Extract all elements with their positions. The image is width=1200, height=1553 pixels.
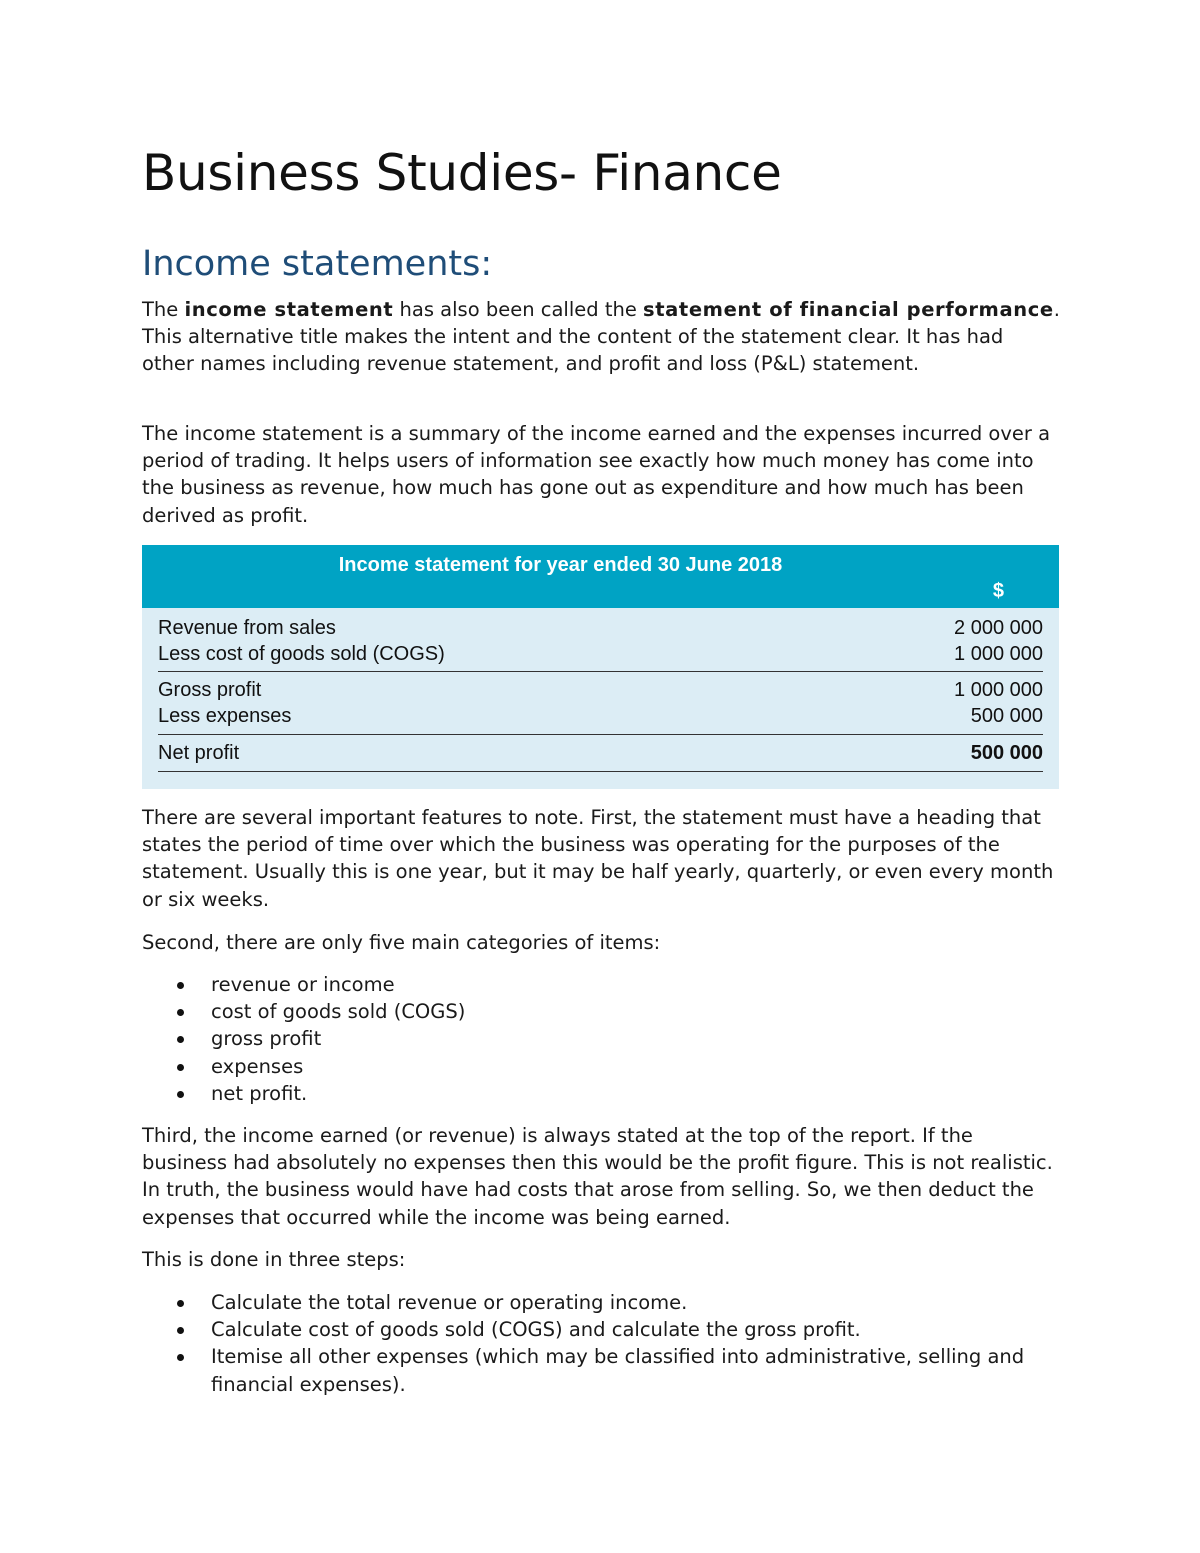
row-label: Less cost of goods sold (COGS)	[158, 643, 445, 665]
row-value: 1 000 000	[954, 643, 1043, 665]
para1-text: . This alternative title makes the intent and the content of the statement clear. It has had other names including revenue statement, and profit and loss (P&L) statement.	[142, 298, 1060, 376]
statement-row-total	[158, 740, 1043, 766]
list-item: Itemise all other expenses (which may be classified into administrative, selling and financial expenses).	[142, 1343, 1060, 1397]
list-item: net profit.	[142, 1080, 1060, 1107]
row-label: Less expenses	[158, 705, 292, 727]
statement-row	[158, 677, 1043, 703]
statement-title: Income statement for year ended 30 June 2018	[338, 554, 783, 576]
paragraph-summary: The income statement is a summary of the income earned and the expenses incurred over a period of trading. It helps users of information see exactly how much money has come into the business as revenue, how much has gone out as expenditure and how much has been derived as profit.	[142, 422, 1051, 527]
row-label: Gross profit	[158, 679, 262, 701]
statement-header	[142, 545, 1059, 608]
row-value: 1 000 000	[954, 679, 1043, 701]
row-label: Net profit	[158, 742, 240, 764]
section-heading: Income statements:	[142, 244, 493, 284]
page-title: Business Studies- Finance	[142, 144, 782, 202]
paragraph-features: There are several important features to note. First, the statement must have a heading that states the period of time over which the business was operating for the purposes of the statement. Usually this is one year, but it may be half yearly, quarterly, or even every month or six weeks.	[142, 806, 1054, 911]
steps-list	[142, 1289, 1060, 1398]
para1-text: The	[142, 298, 185, 321]
divider	[158, 671, 1043, 672]
list-item: revenue or income	[142, 971, 1060, 998]
row-value: 500 000	[970, 742, 1043, 764]
paragraph-income-statement-definition	[142, 296, 1060, 378]
divider	[158, 771, 1043, 772]
list-item: gross profit	[142, 1025, 1060, 1052]
list-item: Calculate the total revenue or operating income.	[142, 1289, 1060, 1316]
paragraph-revenue-top: Third, the income earned (or revenue) is always stated at the top of the report. If the business had absolutely no expenses then this would be the profit figure. This is not realistic. In truth, the business would have had costs that arose from selling. So, we then deduct the expenses that occurred while the income was being earned.	[142, 1124, 1053, 1229]
paragraph-categories-intro: Second, there are only five main categories of items:	[142, 931, 661, 954]
statement-row	[158, 615, 1043, 641]
row-value: 2 000 000	[954, 617, 1043, 639]
categories-list	[142, 971, 1060, 1107]
row-value: 500 000	[970, 705, 1043, 727]
term-statement-of-financial-performance: statement of financial performance	[643, 298, 1054, 321]
para1-text: has also been called the	[393, 298, 644, 321]
list-item: cost of goods sold (COGS)	[142, 998, 1060, 1025]
row-label: Revenue from sales	[158, 617, 336, 639]
currency-label: $	[992, 580, 1004, 602]
statement-row	[158, 703, 1043, 729]
list-item: Calculate cost of goods sold (COGS) and calculate the gross profit.	[142, 1316, 1060, 1343]
income-statement-table	[142, 545, 1059, 789]
statement-row	[158, 641, 1043, 667]
divider	[158, 734, 1043, 735]
term-income-statement: income statement	[184, 298, 394, 321]
list-item: expenses	[142, 1053, 1060, 1080]
paragraph-steps-intro: This is done in three steps:	[142, 1248, 406, 1271]
